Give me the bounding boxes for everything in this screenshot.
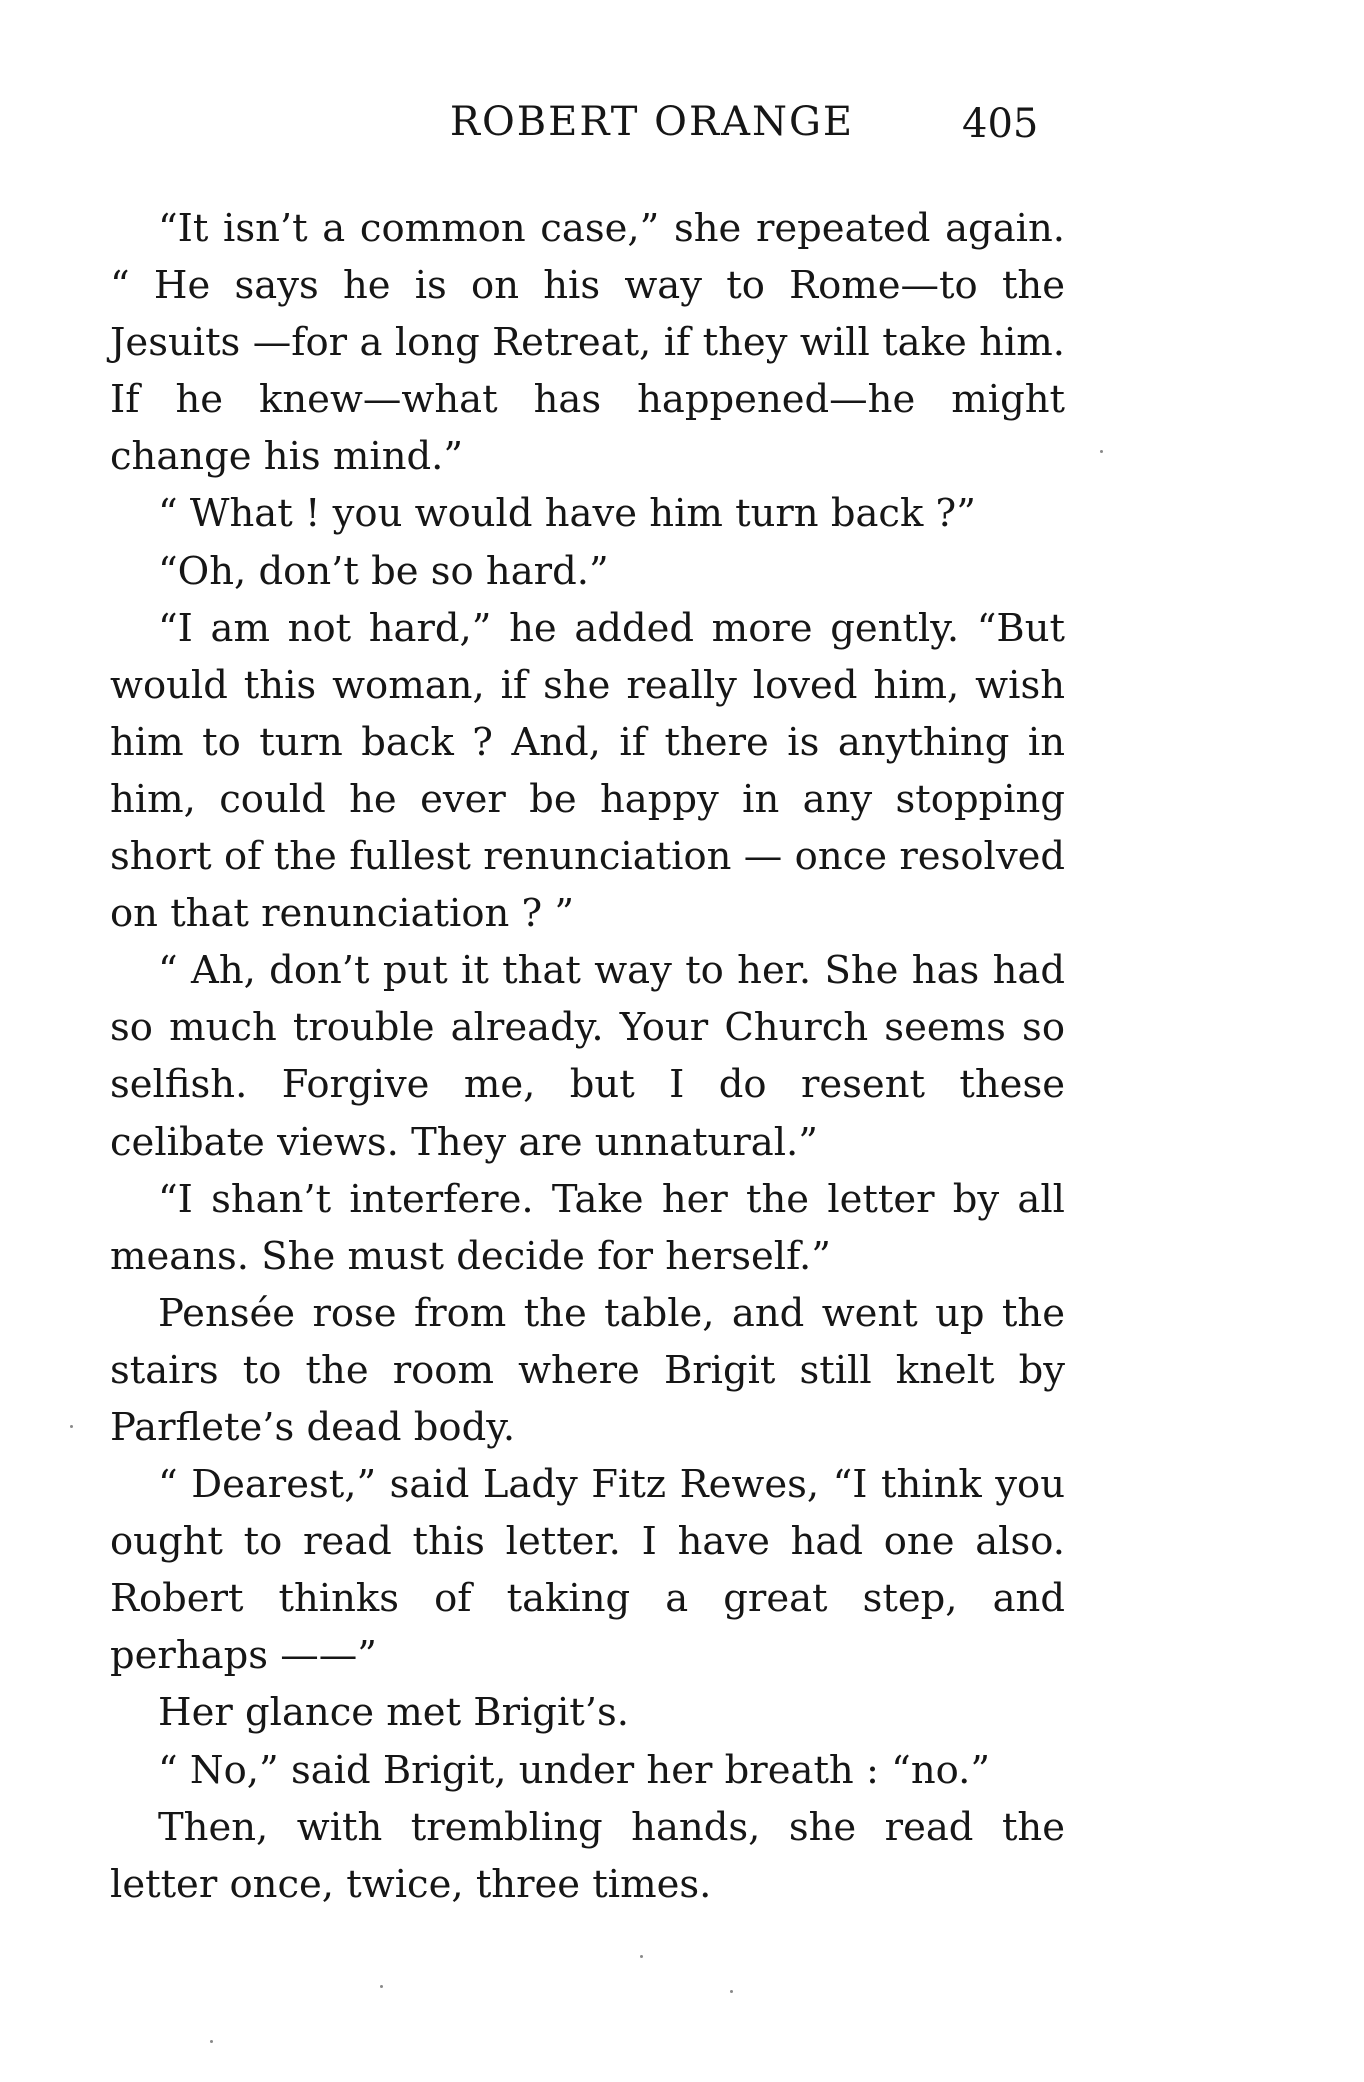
paper-speck <box>640 1955 643 1958</box>
paragraph: “I am not hard,” he added more gently. “But would this woman, if she really loved him, wish him to turn back ? And, if there is anything in him, could he ever be happy in any stopping short of the fullest renunciation — once resolved on that renunciation ? ” <box>110 605 1065 937</box>
body-text <box>110 200 1065 1913</box>
paragraph: Her glance met Brigit’s. <box>158 1690 629 1736</box>
paper-speck <box>210 2040 213 2043</box>
paragraph: “I shan’t interfere. Take her the letter by all means. She must decide for herself.” <box>110 1176 1065 1279</box>
paragraph: “ Ah, don’t put it that way to her. She has had so much trouble already. Your Church seems so selfish. Forgive me, but I do resent these celibate views. They are unnatural.” <box>110 948 1065 1165</box>
running-title: ROBERT ORANGE <box>449 99 855 145</box>
paragraph: “It isn’t a common case,” she repeated again. “ He says he is on his way to Rome—to the Jesuits —for a long Retreat, if they will take him. If he knew—what has happened—he might change his mind.” <box>110 206 1065 480</box>
paragraph: “ No,” said Brigit, under her breath : “no.” <box>158 1747 991 1793</box>
paper-speck <box>1100 450 1103 453</box>
paragraph: Pensée rose from the table, and went up the stairs to the room where Brigit still knelt by Parflete’s dead body. <box>110 1290 1065 1450</box>
paragraph: “ What ! you would have him turn back ?” <box>158 491 976 537</box>
paragraph: “ Dearest,” said Lady Fitz Rewes, “I think you ought to read this letter. I have had one also. Robert thinks of taking a great step, and perhaps ——” <box>110 1462 1065 1679</box>
paragraph: “Oh, don’t be so hard.” <box>158 548 609 594</box>
paper-speck <box>730 1990 733 1993</box>
paper-speck <box>380 1985 383 1988</box>
paper-speck <box>70 1425 73 1428</box>
page-number: 405 <box>962 101 1039 147</box>
paragraph: Then, with trembling hands, she read the letter once, twice, three times. <box>110 1804 1065 1907</box>
